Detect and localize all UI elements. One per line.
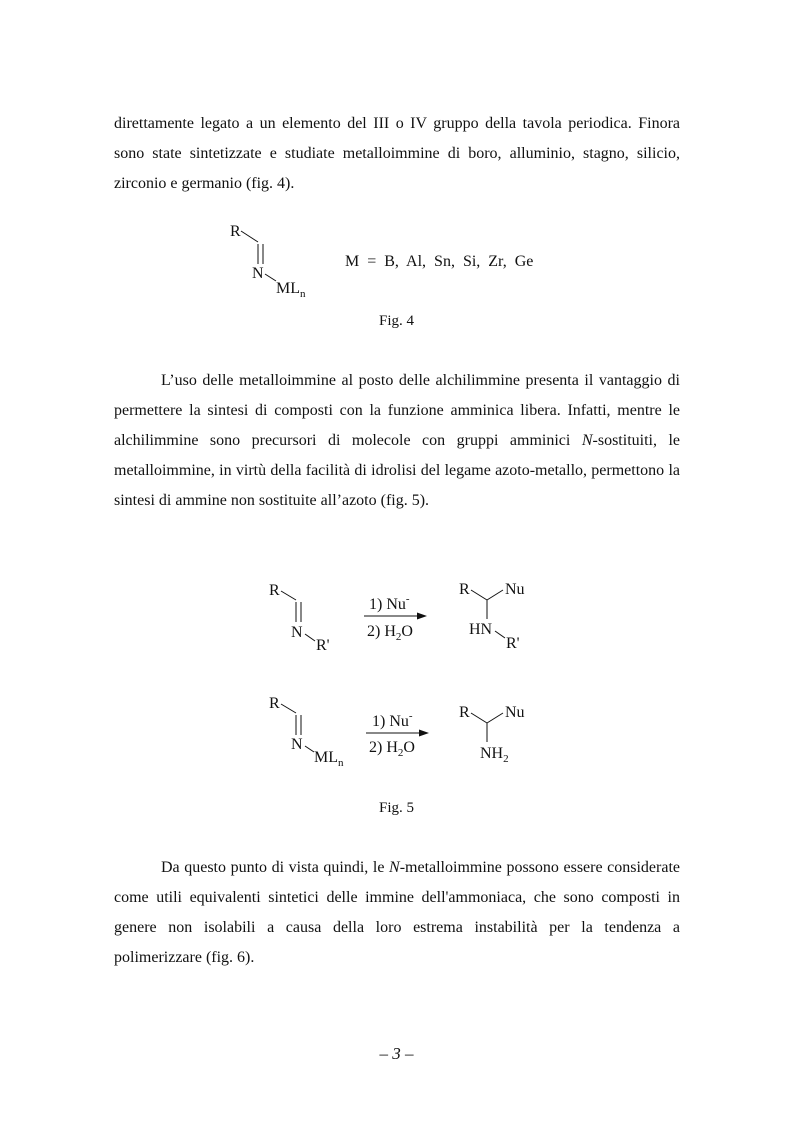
r2-product-nh2: $NH_2$ <box>480 745 509 765</box>
metal-list: M = B, Al, Sn, Si, Zr, Ge <box>345 253 534 270</box>
atom-n: N <box>252 265 264 282</box>
r1-product-r: R <box>459 581 470 598</box>
r1-atom-r-prime: R' <box>316 637 330 654</box>
r2-arrowhead <box>419 730 429 737</box>
r1-step2: 2) $H_2O$ <box>367 623 413 643</box>
r1-product-bond-r-prime <box>495 631 505 638</box>
r1-arrowhead <box>417 613 427 620</box>
fig4-caption: Fig. 4 <box>378 313 414 329</box>
r2-product-bond-nu <box>487 713 503 723</box>
r1-atom-r: R <box>269 582 280 599</box>
r1-product-nu: Nu <box>505 581 525 598</box>
r1-product-bond-nu <box>487 590 503 600</box>
r2-product-nu: Nu <box>505 704 525 721</box>
r2-bond-n-m <box>305 746 314 752</box>
r1-bond-n-r <box>305 634 315 641</box>
r1-product-r-prime: R' <box>506 635 520 652</box>
fig5-caption: Fig. 5 <box>378 800 414 816</box>
r2-product-bond-r <box>471 713 487 723</box>
paragraph-ammonia-imines: Da questo punto di vista quindi, le N-metalloimmine possono essere considerate come utili equivalenti sintetici delle immine dell'ammoniaca, che sono composti in genere non isolabili a causa della loro estrema instabilità per la tendenza a polimerizzare (fig. 6). <box>114 859 680 966</box>
paragraph-metalloimmine-advantage: L’uso delle metalloimmine al posto delle alchilimmine presenta il vantaggio di permettere la sintesi di composti con la funzione amminica libera. Infatti, mentre le alchilimmine sono precursori di molecole con gruppi amminici N-sostituiti, le metalloimmine, in virtù della facilità di idrolisi del legame azoto-metallo, permettono la sintesi di ammine non sostituite all’azoto (fig. 5). <box>114 372 681 509</box>
paragraph-intro: direttamente legato a un elemento del III o IV gruppo della tavola periodica. Finora sono state sintetizzate e studiate metalloimmine di boro, alluminio, stagno, silicio, zirconio e germanio (fig. 4). <box>114 115 680 192</box>
page-number: – 3 – <box>379 1044 414 1063</box>
atom-r: R <box>230 223 241 240</box>
r1-atom-n: N <box>291 624 303 641</box>
r2-atom-n: N <box>291 736 303 753</box>
r2-step2: 2) $H_2O$ <box>369 739 415 759</box>
r1-product-hn: HN <box>469 621 493 638</box>
r1-bond-r-c <box>281 591 296 600</box>
r1-step1: 1) Nu- <box>369 593 410 613</box>
r2-atom-r: R <box>269 695 280 712</box>
r2-product-r: R <box>459 704 470 721</box>
r2-bond-r-c <box>281 704 296 713</box>
metal-ligand: $ML_n$ <box>276 280 306 300</box>
r1-product-bond-r <box>471 590 487 600</box>
r2-step1: 1) Nu- <box>372 710 413 730</box>
r2-metal-ligand: $ML_n$ <box>314 749 344 769</box>
